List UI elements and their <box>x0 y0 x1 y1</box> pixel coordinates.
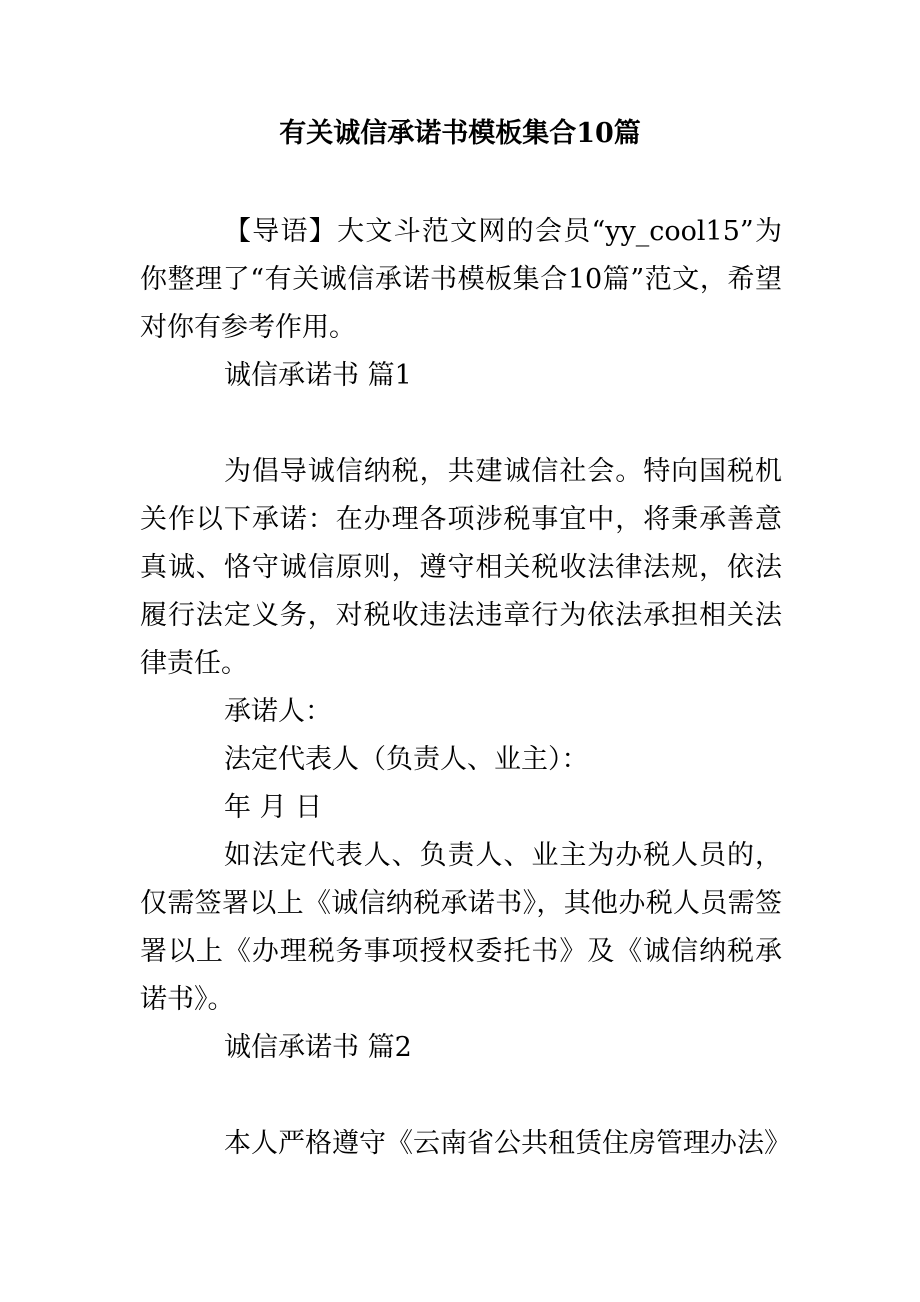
section-heading-2: 诚信承诺书 篇2 <box>224 1032 412 1063</box>
date-line: 年 月 日 <box>224 792 323 823</box>
section-heading-1: 诚信承诺书 篇1 <box>224 360 412 391</box>
intro-paragraph: 【导语】大文斗范文网的会员“yy_cool15”为你整理了“有关诚信承诺书模板集合10篇”范文，希望对你有参考作用。 <box>140 216 782 343</box>
promisor-label: 承诺人： <box>224 696 332 727</box>
section-2-paragraph: 本人严格遵守《云南省公共租赁住房管理办法》 <box>224 1128 791 1159</box>
document-title: 有关诚信承诺书模板集合10篇 <box>279 118 641 149</box>
section-1-paragraph: 为倡导诚信纳税，共建诚信社会。特向国税机关作以下承诺：在办理各项涉税事宜中，将秉承善意真诚、恪守诚信原则，遵守相关税收法律法规，依法履行法定义务，对税收违法违章行为依法承担相关法律责任。 <box>140 456 782 679</box>
signing-note-paragraph: 如法定代表人、负责人、业主为办税人员的，仅需签署以上《诚信纳税承诺书》，其他办税人员需签署以上《办理税务事项授权委托书》及《诚信纳税承诺书》。 <box>140 840 782 1015</box>
legal-representative-label: 法定代表人（负责人、业主）： <box>224 744 589 775</box>
document-body <box>140 208 791 1168</box>
